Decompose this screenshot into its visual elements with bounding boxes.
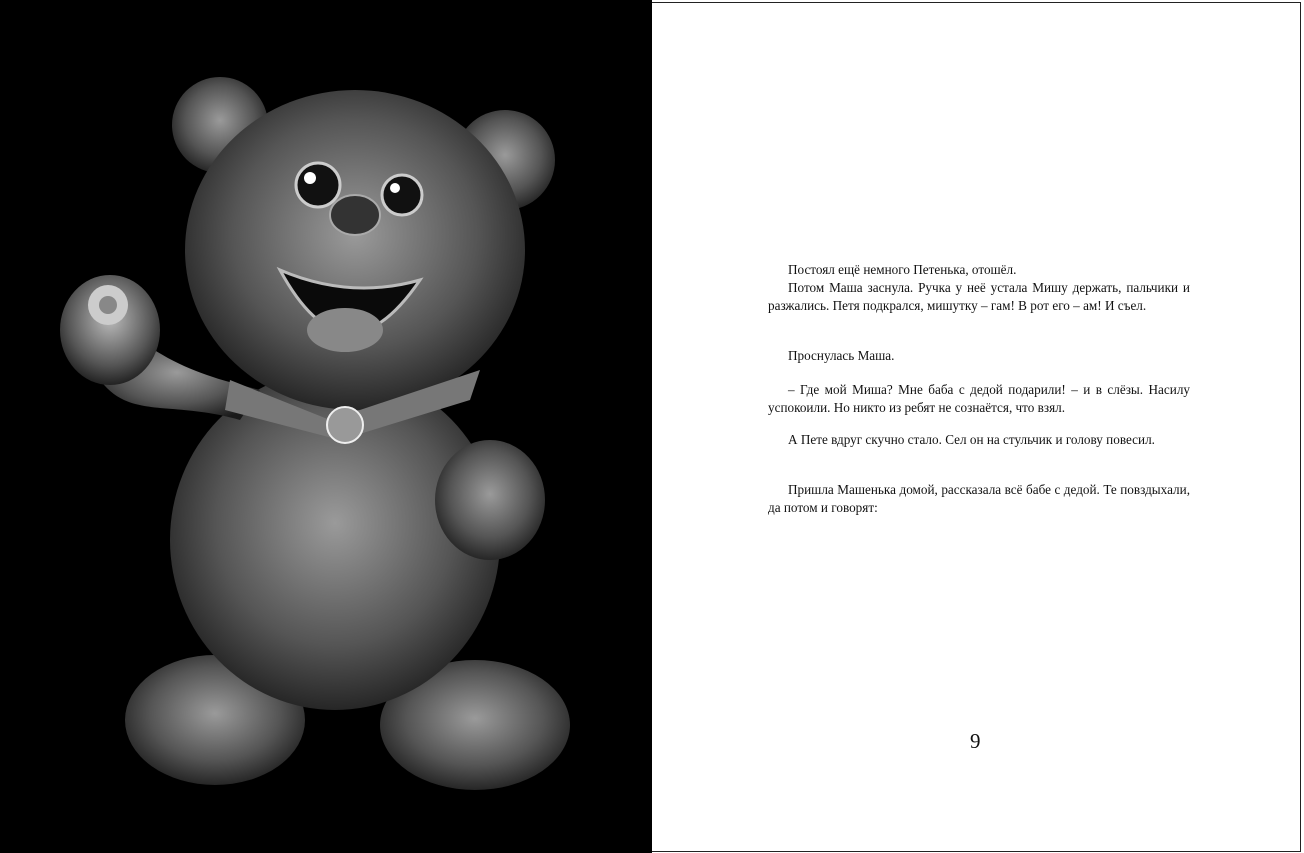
page-number: 9 [970,729,981,753]
paragraph: – Где мой Миша? Мне баба с дедой подарили! – и в слёзы. Насилу успокоили. Но никто из ребят не сознаётся, что взял. [768,382,1190,415]
text-page [652,2,1301,852]
bear-head [185,90,525,410]
paragraph: Пришла Машенька домой, рассказала всё бабе с дедой. Те повздыхали, да потом и говорят: [768,482,1190,515]
paragraph: Проснулась Маша. [788,348,895,363]
pine-cone [60,275,160,385]
paragraph: Потом Маша заснула. Ручка у неё устала Мишу держать, пальчики и разжались. Петя подкрался, мишутку – гам! В рот его – ам! И съел. [768,280,1190,313]
paragraph: Постоял ещё немного Петенька, отошёл. [788,262,1017,277]
story-text [768,261,1190,517]
paragraph: А Пете вдруг скучно стало. Сел он на стульчик и голову повесил. [788,432,1155,447]
bear-nose [330,195,380,235]
